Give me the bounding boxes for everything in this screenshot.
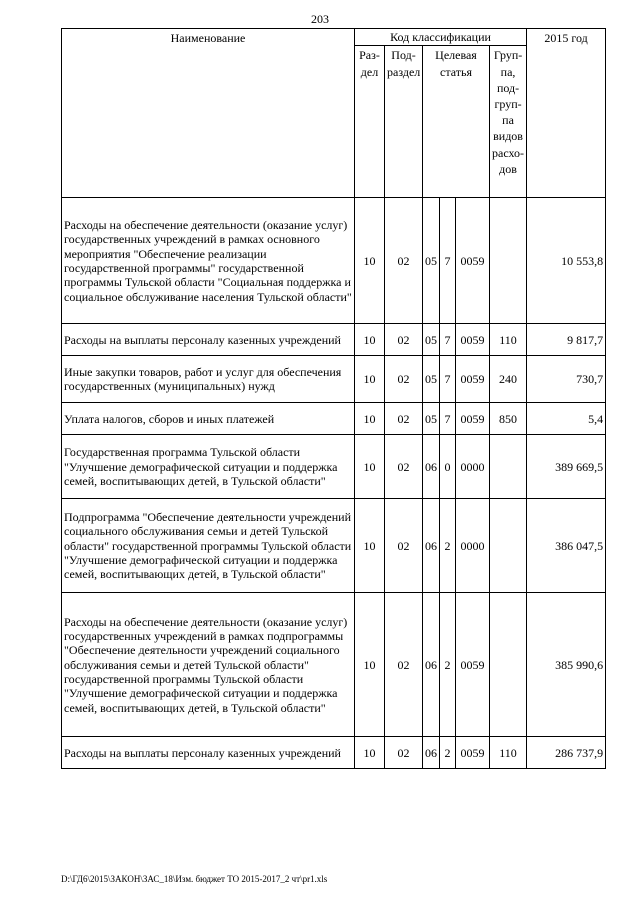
row-target-2: 7 (440, 198, 456, 324)
row-target-2: 0 (440, 435, 456, 499)
header-group: Груп- па, под- груп- па видов расхо- дов (490, 46, 527, 198)
row-group: 240 (490, 356, 527, 403)
row-amount: 386 047,5 (527, 499, 606, 593)
header-name: Наименование (62, 29, 355, 198)
row-target-1: 06 (423, 499, 440, 593)
row-razdel: 10 (355, 198, 385, 324)
row-podrazdel: 02 (385, 403, 423, 435)
row-razdel: 10 (355, 324, 385, 356)
row-amount: 286 737,9 (527, 737, 606, 769)
row-target-1: 05 (423, 356, 440, 403)
row-target-1: 06 (423, 593, 440, 737)
table-row (62, 324, 606, 356)
row-podrazdel: 02 (385, 198, 423, 324)
row-amount: 385 990,6 (527, 593, 606, 737)
row-podrazdel: 02 (385, 499, 423, 593)
row-name: Расходы на обеспечение деятельности (оказание услуг) государственных учреждений в рамках основного мероприятия "Обеспечение реализации государственной программы" государственной программы Тульской области "Социальная поддержка и социальное обслуживание населения Тульской области" (62, 198, 355, 324)
header-podrazdel: Под- раздел (385, 46, 423, 198)
table-row (62, 403, 606, 435)
row-podrazdel: 02 (385, 324, 423, 356)
row-target-1: 06 (423, 737, 440, 769)
header-razdel: Раз- дел (355, 46, 385, 198)
table-row (62, 499, 606, 593)
row-name: Расходы на обеспечение деятельности (оказание услуг) государственных учреждений в рамках подпрограммы "Обеспечение деятельности учреждений социального обслуживания семьи и детей Тульской области" государственной программы Тульской области "Улучшение демографической ситуации и поддержка семей, воспитывающих детей, в Тульской области" (62, 593, 355, 737)
row-group (490, 198, 527, 324)
budget-table (61, 28, 606, 769)
row-group (490, 593, 527, 737)
row-group: 110 (490, 737, 527, 769)
row-podrazdel: 02 (385, 435, 423, 499)
row-target-3: 0059 (456, 356, 490, 403)
table-row (62, 737, 606, 769)
row-target-3: 0059 (456, 737, 490, 769)
row-target-1: 05 (423, 403, 440, 435)
row-podrazdel: 02 (385, 356, 423, 403)
row-target-1: 05 (423, 198, 440, 324)
row-amount: 389 669,5 (527, 435, 606, 499)
row-group: 850 (490, 403, 527, 435)
row-name: Уплата налогов, сборов и иных платежей (62, 403, 355, 435)
row-target-2: 7 (440, 356, 456, 403)
table-row (62, 198, 606, 324)
row-target-1: 05 (423, 324, 440, 356)
table-row (62, 435, 606, 499)
page-number: 203 (311, 12, 329, 26)
row-target-1: 06 (423, 435, 440, 499)
row-target-3: 0000 (456, 435, 490, 499)
row-razdel: 10 (355, 499, 385, 593)
row-group (490, 435, 527, 499)
row-target-3: 0059 (456, 324, 490, 356)
row-razdel: 10 (355, 435, 385, 499)
row-target-2: 7 (440, 324, 456, 356)
row-target-3: 0059 (456, 198, 490, 324)
row-name: Расходы на выплаты персоналу казенных учреждений (62, 737, 355, 769)
row-group: 110 (490, 324, 527, 356)
row-razdel: 10 (355, 403, 385, 435)
row-target-3: 0059 (456, 593, 490, 737)
row-name: Государственная программа Тульской области "Улучшение демографической ситуации и поддержка семей, воспитывающих детей, в Тульской области" (62, 435, 355, 499)
row-podrazdel: 02 (385, 737, 423, 769)
row-razdel: 10 (355, 593, 385, 737)
row-name: Иные закупки товаров, работ и услуг для обеспечения государственных (муниципальных) нужд (62, 356, 355, 403)
row-amount: 730,7 (527, 356, 606, 403)
file-path-footer: D:\ГД6\2015\ЗАКОН\ЗАС_18\Изм. бюджет ТО 2015-2017_2 чт\рr1.xls (61, 874, 328, 884)
row-podrazdel: 02 (385, 593, 423, 737)
row-amount: 10 553,8 (527, 198, 606, 324)
row-target-3: 0000 (456, 499, 490, 593)
table-row (62, 356, 606, 403)
row-razdel: 10 (355, 737, 385, 769)
row-name: Расходы на выплаты персоналу казенных учреждений (62, 324, 355, 356)
row-amount: 5,4 (527, 403, 606, 435)
row-razdel: 10 (355, 356, 385, 403)
row-target-2: 2 (440, 499, 456, 593)
header-year: 2015 год (527, 29, 606, 198)
header-target: Целевая статья (423, 46, 490, 198)
row-target-2: 2 (440, 593, 456, 737)
row-target-2: 7 (440, 403, 456, 435)
row-name: Подпрограмма "Обеспечение деятельности учреждений социального обслуживания семьи и детей Тульской области" государственной программы Тульской области "Улучшение демографической ситуации и поддержка семей, воспитывающих детей, в Тульской области" (62, 499, 355, 593)
row-target-2: 2 (440, 737, 456, 769)
table-row (62, 593, 606, 737)
row-target-3: 0059 (456, 403, 490, 435)
row-group (490, 499, 527, 593)
header-classification: Код классификации (355, 29, 527, 46)
row-amount: 9 817,7 (527, 324, 606, 356)
